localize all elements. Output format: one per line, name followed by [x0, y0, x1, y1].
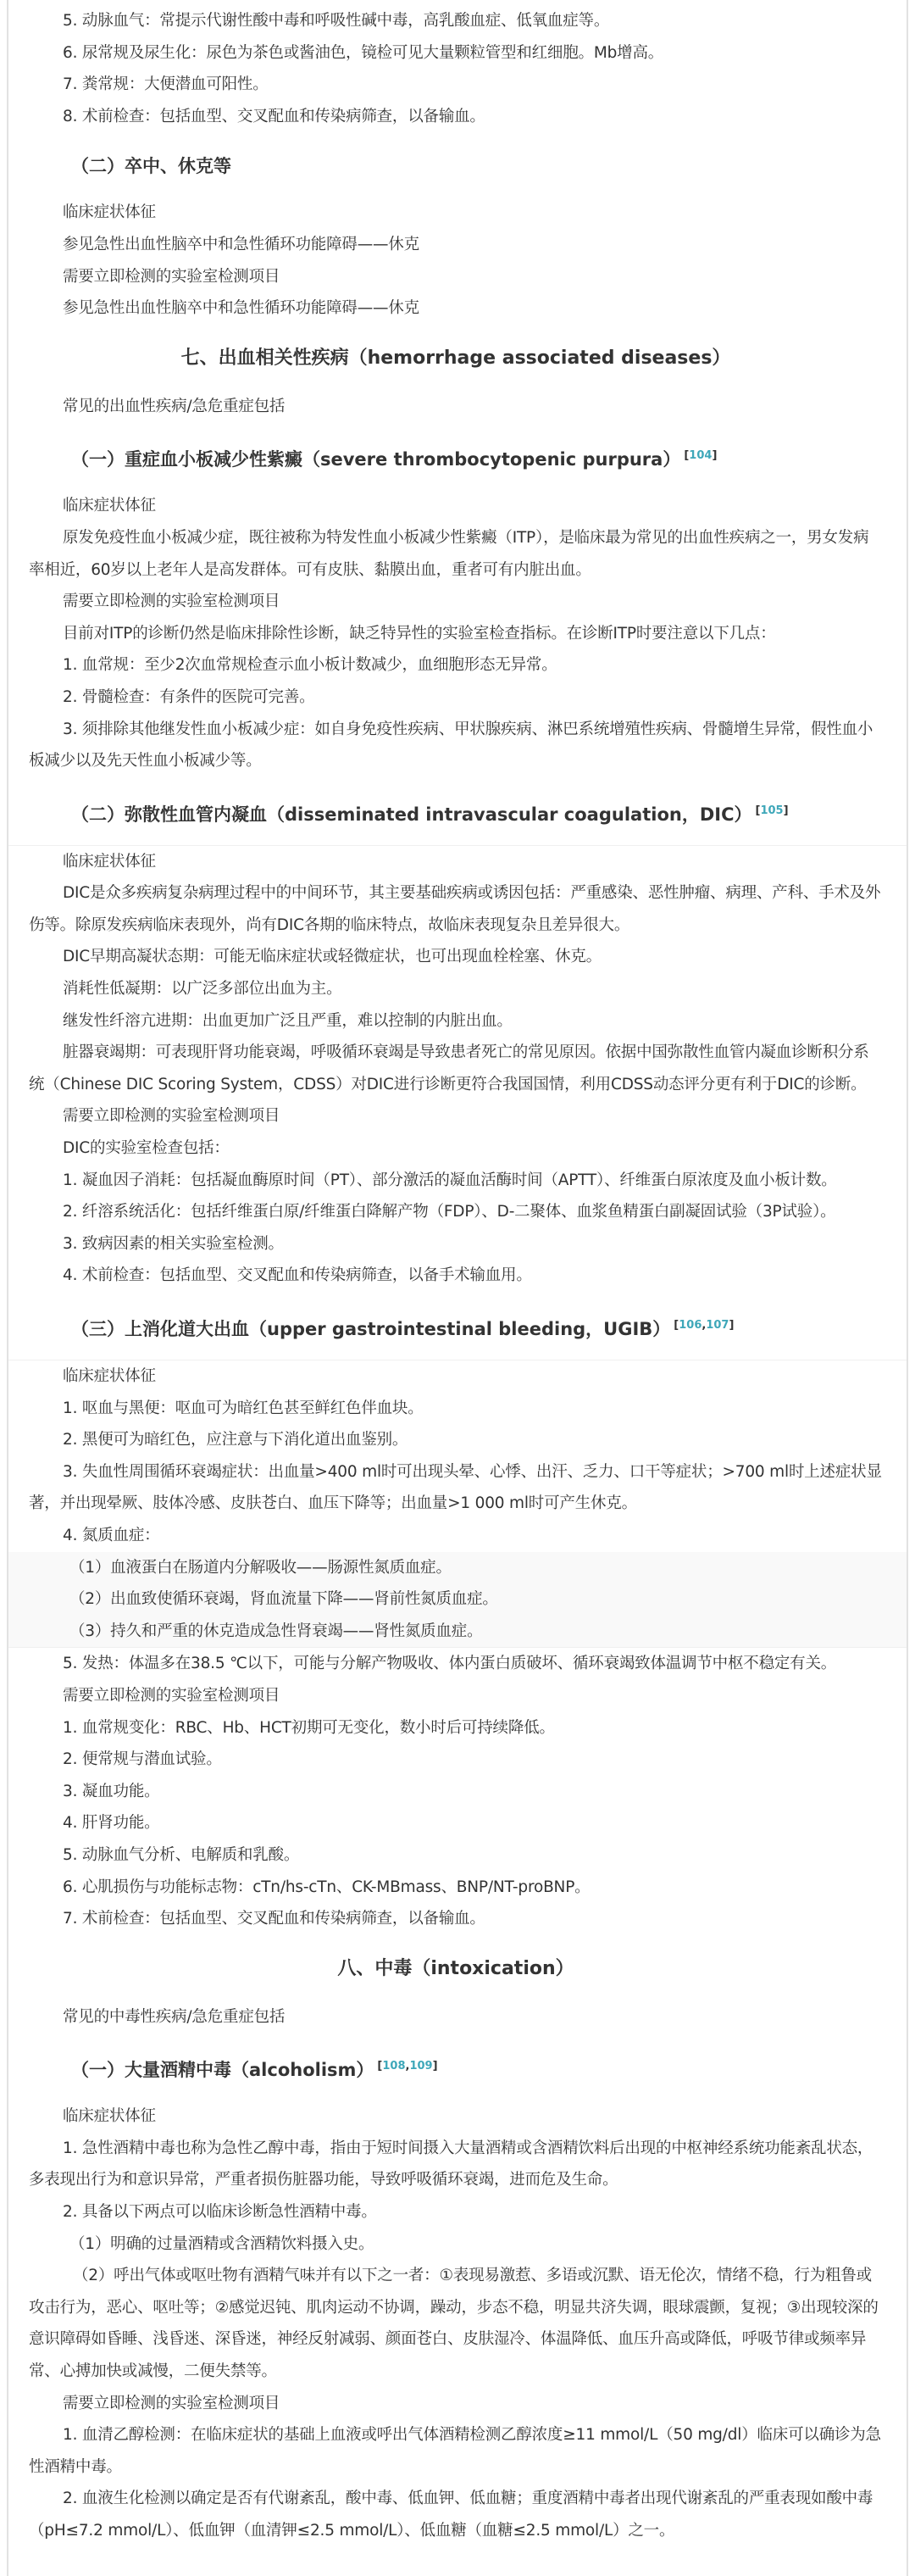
- list-item: 1. 凝血因子消耗：包括凝血酶原时间（PT）、部分激活的凝血活酶时间（APTT）、纤维蛋白原浓度及血小板计数。: [63, 1171, 837, 1189]
- previous-section-tests-list: [29, 5, 883, 132]
- label-clinical-symptoms: 临床症状体征: [63, 497, 156, 515]
- sub-list-item: （2）出血致使循环衰竭，肾血流量下降——肾前性氮质血症。: [69, 1590, 498, 1609]
- section-intro: 常见的中毒性疾病/急危重症包括: [63, 2007, 286, 2026]
- paragraph: 原发免疫性血小板减少症，既往被称为特发性血小板减少性紫癜（ITP），是临床最为常见的出血性疾病之一，男女发病率相近，60岁以上老年人是高发群体。可有皮肤、黏膜出血，重者可有内脏出血。: [29, 528, 869, 579]
- list-item: 2. 骨髓检查：有条件的医院可完善。: [63, 687, 315, 706]
- list-item: 3. 凝血功能。: [63, 1782, 160, 1800]
- label-lab-tests: 需要立即检测的实验室检测项目: [63, 1686, 280, 1705]
- label-clinical-symptoms: 临床症状体征: [63, 852, 156, 871]
- document-page: [7, 0, 908, 2576]
- list-item: 8. 术前检查：包括血型、交叉配血和传染病筛查，以备输血。: [63, 107, 485, 125]
- list-item: 4. 氮质血症：: [63, 1526, 160, 1544]
- citation-link[interactable]: 105: [760, 804, 784, 817]
- list-item: 4. 肝肾功能。: [63, 1814, 160, 1833]
- paragraph: DIC是众多疾病复杂病理过程中的中间环节，其主要基础疾病或诱因包括：严重感染、恶性肿瘤、病理、产科、手术及外伤等。除原发疾病临床表现外，尚有DIC各期的临床特点，故临床表现复杂且差异很大。: [29, 884, 881, 934]
- citation-link[interactable]: 104: [689, 449, 713, 463]
- subsection-heading-stroke-shock: （二）卒中、休克等: [71, 156, 231, 177]
- list-item: 1. 血清乙醇检测：在临床症状的基础上血液或呼出气体酒精检测乙醇浓度≥11 mmol/L（50 mg/dl）临床可以确诊为急性酒精中毒。: [29, 2426, 881, 2476]
- subsection-heading-ugib: [71, 1310, 883, 1344]
- label-lab-tests: 需要立即检测的实验室检测项目: [63, 267, 280, 286]
- list-item: 2. 具备以下两点可以临床诊断急性酒精中毒。: [63, 2203, 377, 2222]
- citation: [104]: [684, 449, 718, 463]
- label-clinical-symptoms: 临床症状体征: [63, 2107, 156, 2126]
- list-item: 1. 呕血与黑便：呕血可为暗红色甚至鲜红色伴血块。: [63, 1399, 424, 1417]
- paragraph: DIC的实验室检查包括：: [63, 1139, 230, 1158]
- list-item: 7. 粪常规：大便潜血可阳性。: [63, 75, 269, 94]
- label-lab-tests: 需要立即检测的实验室检测项目: [63, 593, 280, 611]
- list-item: 6. 心肌损伤与功能标志物：cTn/hs-cTn、CK-MBmass、BNP/NT-proBNP。: [63, 1878, 591, 1896]
- citation-link[interactable]: 109: [409, 2060, 433, 2073]
- heading-text: （二）弥散性血管内凝血（disseminated intravascular coagulation，DIC）: [71, 804, 752, 825]
- subsection-heading-itp: [71, 441, 883, 475]
- label-clinical-symptoms: 临床症状体征: [63, 203, 156, 222]
- heading-text: （一）重症血小板减少性紫癜（severe thrombocytopenic purpura）: [71, 449, 681, 470]
- section-intro: 常见的出血性疾病/急危重症包括: [63, 397, 286, 415]
- list-item: 3. 失血性周围循环衰竭症状：出血量>400 ml时可出现头晕、心悸、出汗、乏力、口干等症状；>700 ml时上述症状显著，并出现晕厥、肢体冷感、皮肤苍白、血压下降等；出血量>1 000 ml时可产生休克。: [29, 1462, 882, 1513]
- label-clinical-symptoms: 临床症状体征: [63, 1367, 156, 1385]
- paragraph: 消耗性低凝期：以广泛多部位出血为主。: [63, 980, 342, 999]
- heading-text: （三）上消化道大出血（upper gastrointestinal bleeding，UGIB）: [71, 1319, 671, 1339]
- paragraph: 脏器衰竭期：可表现肝肾功能衰竭，呼吸循环衰竭是导致患者死亡的常见原因。依据中国弥散性血管内凝血诊断积分系统（Chinese DIC Scoring System，CDSS）对DIC进行诊断更符合我国国情，利用CDSS动态评分更有利于DIC的诊断。: [29, 1043, 869, 1093]
- azotemia-sublist: [8, 1552, 907, 1648]
- citation: [105]: [755, 804, 789, 817]
- list-item: 3. 致病因素的相关实验室检测。: [63, 1234, 284, 1253]
- sub-list-item: （1）血液蛋白在肠道内分解吸收——肠源性氮质血症。: [69, 1558, 452, 1577]
- citation-link[interactable]: 107: [706, 1319, 729, 1332]
- heading-text: （一）大量酒精中毒（alcoholism）: [71, 2060, 374, 2081]
- citation: [108,109]: [377, 2060, 438, 2073]
- paragraph: 参见急性出血性脑卒中和急性循环功能障碍——休克: [63, 235, 419, 253]
- list-item: 5. 动脉血气分析、电解质和乳酸。: [63, 1845, 300, 1864]
- subsection-heading-alcoholism: [71, 2051, 883, 2085]
- list-item: 4. 术前检查：包括血型、交叉配血和传染病筛查，以备手术输血用。: [63, 1266, 532, 1285]
- citation-link[interactable]: 108: [382, 2060, 406, 2073]
- subsection-heading-dic: [71, 796, 883, 830]
- paragraph: 目前对ITP的诊断仍然是临床排除性诊断，缺乏特异性的实验室检查指标。在诊断ITP时要注意以下几点：: [63, 624, 776, 643]
- list-item: 2. 纤溶系统活化：包括纤维蛋白原/纤维蛋白降解产物（FDP）、D-二聚体、血浆鱼精蛋白副凝固试验（3P试验）。: [63, 1203, 836, 1221]
- paragraph: DIC早期高凝状态期：可能无临床症状或轻微症状，也可出现血栓栓塞、休克。: [63, 948, 602, 966]
- sub-list-item: （1）明确的过量酒精或含酒精饮料摄入史。: [69, 2234, 374, 2253]
- citation: [106,107]: [674, 1319, 735, 1332]
- list-item: 1. 血常规：至少2次血常规检查示血小板计数减少，血细胞形态无异常。: [63, 656, 557, 675]
- list-item: 1. 急性酒精中毒也称为急性乙醇中毒，指由于短时间摄入大量酒精或含酒精饮料后出现的中枢神经系统功能紊乱状态，多表现出行为和意识异常，严重者损伤脏器功能，导致呼吸循环衰竭，进而危及生命。: [29, 2139, 873, 2189]
- list-item: 5. 动脉血气：常提示代谢性酸中毒和呼吸性碱中毒，高乳酸血症、低氧血症等。: [63, 12, 610, 30]
- list-item: 2. 血液生化检测以确定是否有代谢紊乱，酸中毒、低血钾、低血糖；重度酒精中毒者出现代谢紊乱的严重表现如酸中毒（pH≤7.2 mmol/L）、低血钾（血清钾≤2.5 mmol/L）、低血糖（血糖≤2.5 mmol/L）之一。: [29, 2490, 873, 2540]
- section-heading-intoxication: 八、中毒（intoxication）: [337, 1957, 574, 1979]
- citation-link[interactable]: 106: [679, 1319, 702, 1332]
- sub-list-item: （3）持久和严重的休克造成急性肾衰竭——肾性氮质血症。: [69, 1622, 483, 1640]
- label-lab-tests: 需要立即检测的实验室检测项目: [63, 2394, 280, 2412]
- list-item: 7. 术前检查：包括血型、交叉配血和传染病筛查，以备输血。: [63, 1910, 485, 1928]
- section-heading-hemorrhage: 七、出血相关性疾病（hemorrhage associated diseases）: [180, 347, 731, 369]
- list-item: 3. 须排除其他继发性血小板减少症：如自身免疫性疾病、甲状腺疾病、淋巴系统增殖性疾病、骨髓增生异常，假性血小板减少以及先天性血小板减少等。: [29, 720, 873, 771]
- sub-list-item: （2）呼出气体或呕吐物有酒精气味并有以下之一者：①表现易激惹、多语或沉默、语无伦次，情绪不稳，行为粗鲁或攻击行为，恶心、呕吐等；②感觉迟钝、肌肉运动不协调，躁动，步态不稳，明显共济失调，眼球震颤，复视；③出现较深的意识障碍如昏睡、浅昏迷、深昏迷，神经反射减弱、颜面苍白、皮肤湿冷、体温降低、血压升高或降低，呼吸节律或频率异常、心搏加快或减慢，二便失禁等。: [29, 2267, 879, 2381]
- list-item: 1. 血常规变化：RBC、Hb、HCT初期可无变化，数小时后可持续降低。: [63, 1718, 555, 1737]
- list-item: 2. 黑便可为暗红色，应注意与下消化道出血鉴别。: [63, 1431, 408, 1449]
- list-item: 6. 尿常规及尿生化：尿色为茶色或酱油色，镜检可见大量颗粒管型和红细胞。Mb增高。: [63, 43, 664, 62]
- label-lab-tests: 需要立即检测的实验室检测项目: [63, 1107, 280, 1126]
- list-item: 2. 便常规与潜血试验。: [63, 1750, 222, 1769]
- list-item: 5. 发热：体温多在38.5 ℃以下，可能与分解产物吸收、体内蛋白质破坏、循环衰竭致体温调节中枢不稳定有关。: [63, 1655, 837, 1673]
- paragraph: 继发性纤溶亢进期：出血更加广泛且严重，难以控制的内脏出血。: [63, 1011, 513, 1030]
- paragraph: 参见急性出血性脑卒中和急性循环功能障碍——休克: [63, 299, 419, 318]
